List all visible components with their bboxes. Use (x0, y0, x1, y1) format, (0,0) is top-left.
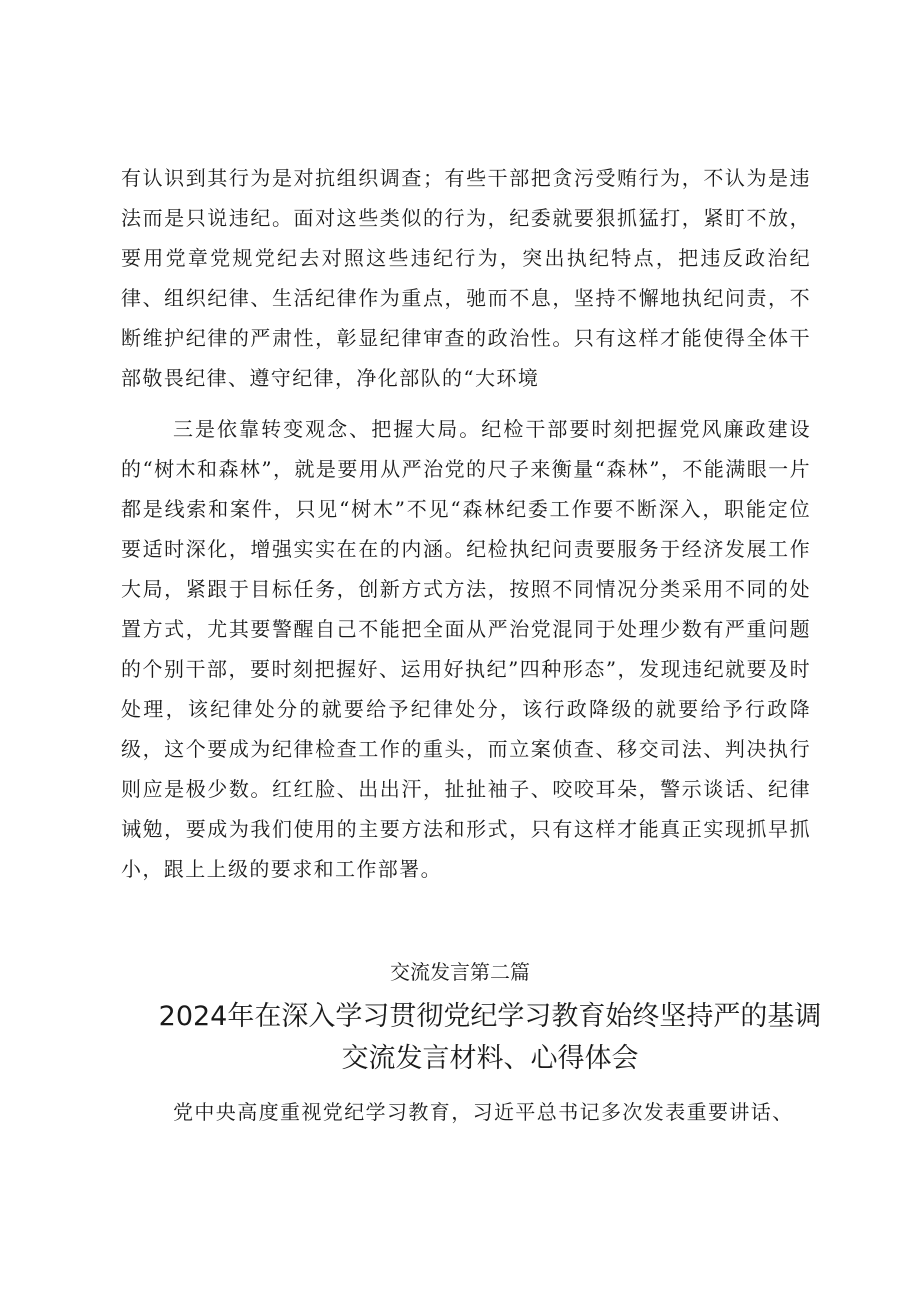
body-paragraph-2: 三是依靠转变观念、把握大局。纪检干部要时刻把握党风廉政建设的“树木和森林”，就是要用从严治党的尺子来衡量“森林”，不能满眼一片都是线索和案件，只见“树木”不见“森林纪委工作要不断深入，职能定位要适时深化，增强实实在在的内涵。纪检执纪问责要服务于经济发展工作大局，紧跟于目标任务，创新方式方法，按照不同情况分类采用不同的处置方式，尤其要警醒自己不能把全面从严治党混同于处理少数有严重问题的个别干部，要时刻把握好、运用好执纪”四种形态”，发现违纪就要及时处理，该纪律处分的就要给予纪律处分，该行政降级的就要给予行政降级，这个要成为纪律检查工作的重头，而立案侦查、移交司法、判决执行则应是极少数。红红脸、出出汗，扯扯袖子、咬咬耳朵，警示谈话、纪律诫勉，要成为我们使用的主要方法和形式，只有这样才能真正实现抓早抓小，跟上上级的要求和工作部署。 (121, 417, 811, 881)
section-label: 交流发言第二篇 (390, 960, 530, 984)
body-paragraph-3: 党中央高度重视党纪学习教育，习近平总书记多次发表重要讲话、 (173, 1100, 794, 1124)
document-title: 2024年在深入学习贯彻党纪学习教育始终坚持严的基调交流发言材料、心得体会 (158, 1001, 822, 1074)
body-paragraph-1: 有认识到其行为是对抗组织调查；有些干部把贪污受贿行为，不认为是违法而是只说违纪。面对这些类似的行为，纪委就要狠抓猛打，紧盯不放，要用党章党规党纪去对照这些违纪行为，突出执纪特点，把违反政治纪律、组织纪律、生活纪律作为重点，驰而不息，坚持不懈地执纪问责，不断维护纪律的严肃性，彰显纪律审查的政治性。只有这样才能使得全体干部敬畏纪律、遵守纪律，净化部队的“大环境 (121, 166, 811, 390)
